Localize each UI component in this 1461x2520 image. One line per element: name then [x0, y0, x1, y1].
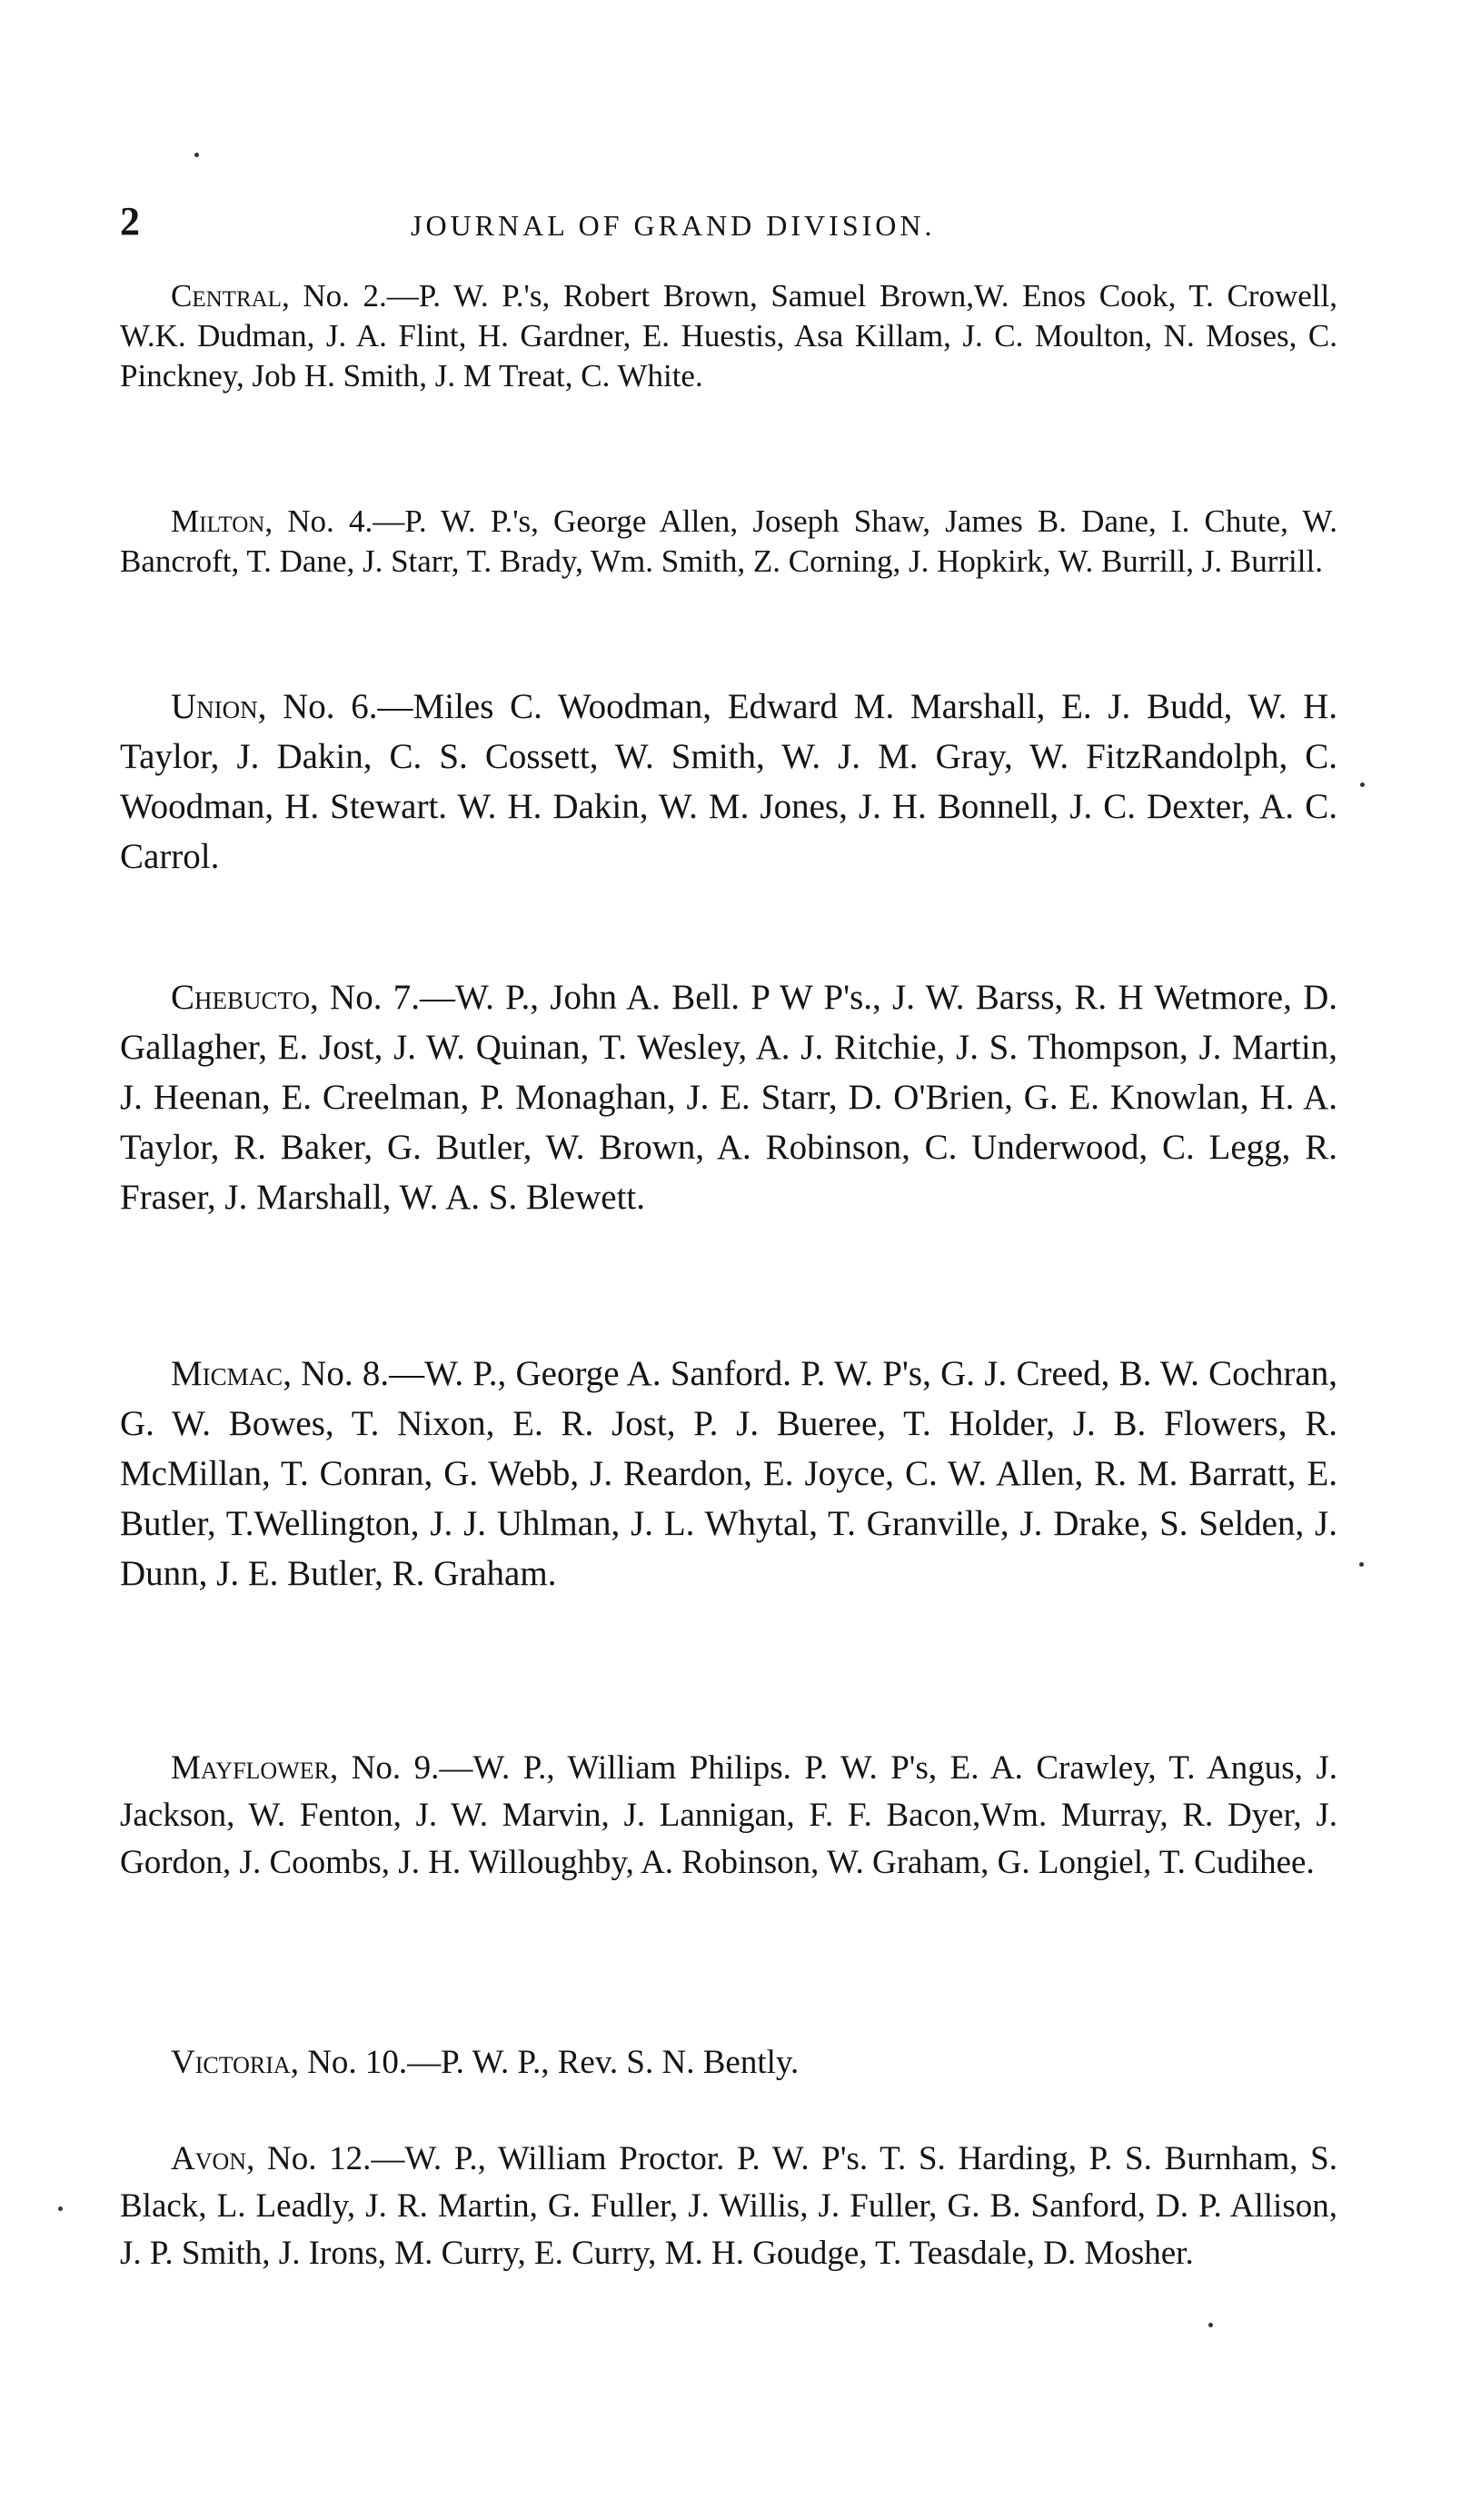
lodge-entry-central — [120, 276, 1337, 396]
lodge-entry-victoria — [120, 2039, 1337, 2087]
lodge-entry-micmac — [120, 1349, 1337, 1599]
lodge-name: Mayflower — [171, 1749, 330, 1787]
lodge-entry-milton — [120, 502, 1337, 582]
lodge-name: Micmac — [171, 1354, 283, 1393]
lodge-name: Avon — [171, 2140, 247, 2177]
lodge-members: , No. 10.—P. W. P., Rev. S. N. Bently. — [290, 2044, 800, 2081]
page-header — [120, 194, 1337, 249]
running-head: JOURNAL OF GRAND DIVISION. — [411, 209, 936, 242]
print-speck — [1360, 782, 1365, 787]
lodge-entry-avon — [120, 2136, 1337, 2277]
lodge-name: Milton — [171, 503, 265, 539]
page-number: 2 — [120, 199, 140, 244]
print-speck — [1208, 2323, 1213, 2327]
lodge-members: , No. 9.—W. P., William Philips. P. W. P's, E. A. Crawley, T. Angus, J. Jackson, W. Fenton, J. W. Marvin, J. Lannigan, F. F. Bacon,Wm. Murray, R. Dyer, J. Gordon, J. Coombs, J. H. Willoughby, A. Robinson, W. Graham, G. Longiel, T. Cudihee. — [120, 1749, 1337, 1881]
lodge-name: Victoria — [171, 2044, 291, 2081]
lodge-members: , No. 12.—W. P., William Proctor. P. W. P's. T. S. Harding, P. S. Burnham, S. Black, L. Leadly, J. R. Martin, G. Fuller, J. Willis, J. Fuller, G. B. Sanford, D. P. Allison, J. P. Smith, J. Irons, M. Curry, E. Curry, M. H. Goudge, T. Teasdale, D. Mosher. — [120, 2140, 1337, 2272]
lodge-members: , No. 7.—W. P., John A. Bell. P W P's., J. W. Barss, R. H Wetmore, D. Gallagher, E. Jost, J. W. Quinan, T. Wesley, A. J. Ritchie, J. S. Thompson, J. Martin, J. Heenan, E. Creelman, P. Monaghan, J. E. Starr, D. O'Brien, G. E. Knowlan, H. A. Taylor, R. Baker, G. Butler, W. Brown, A. Robinson, C. Underwood, C. Legg, R. Fraser, J. Marshall, W. A. S. Blewett. — [120, 978, 1337, 1217]
lodge-members: , No. 4.—P. W. P.'s, George Allen, Joseph Shaw, James B. Dane, I. Chute, W. Bancroft, T. Dane, J. Starr, T. Brady, Wm. Smith, Z. Corning, J. Hopkirk, W. Burrill, J. Burrill. — [120, 503, 1337, 579]
print-speck — [1359, 1562, 1364, 1567]
lodge-members: , No. 8.—W. P., George A. Sanford. P. W. P's, G. J. Creed, B. W. Cochran, G. W. Bowes, T. Nixon, E. R. Jost, P. J. Bueree, T. Holder, J. B. Flowers, R. McMillan, T. Conran, G. Webb, J. Reardon, E. Joyce, C. W. Allen, R. M. Barratt, E. Butler, T.Wellington, J. J. Uhlman, J. L. Whytal, T. Granville, J. Drake, S. Selden, J. Dunn, J. E. Butler, R. Graham. — [120, 1354, 1337, 1593]
lodge-name: Central — [171, 278, 282, 314]
lodge-entry-union — [120, 682, 1337, 882]
lodge-entry-mayflower — [120, 1745, 1337, 1887]
lodge-name: Union — [171, 687, 258, 726]
print-speck — [58, 2206, 63, 2211]
lodge-name: Chebucto — [171, 978, 311, 1017]
print-speck — [194, 153, 199, 157]
lodge-entry-chebucto — [120, 972, 1337, 1222]
lodge-members: , No. 6.—Miles C. Woodman, Edward M. Marshall, E. J. Budd, W. H. Taylor, J. Dakin, C. S. Cossett, W. Smith, W. J. M. Gray, W. FitzRandolph, C. Woodman, H. Stewart. W. H. Dakin, W. M. Jones, J. H. Bonnell, J. C. Dexter, A. C. Carrol. — [120, 687, 1337, 876]
lodge-members: , No. 2.—P. W. P.'s, Robert Brown, Samuel Brown,W. Enos Cook, T. Crowell, W.K. Dudman, J. A. Flint, H. Gardner, E. Huestis, Asa Killam, J. C. Moulton, N. Moses, C. Pinckney, Job H. Smith, J. M Treat, C. White. — [120, 278, 1337, 393]
